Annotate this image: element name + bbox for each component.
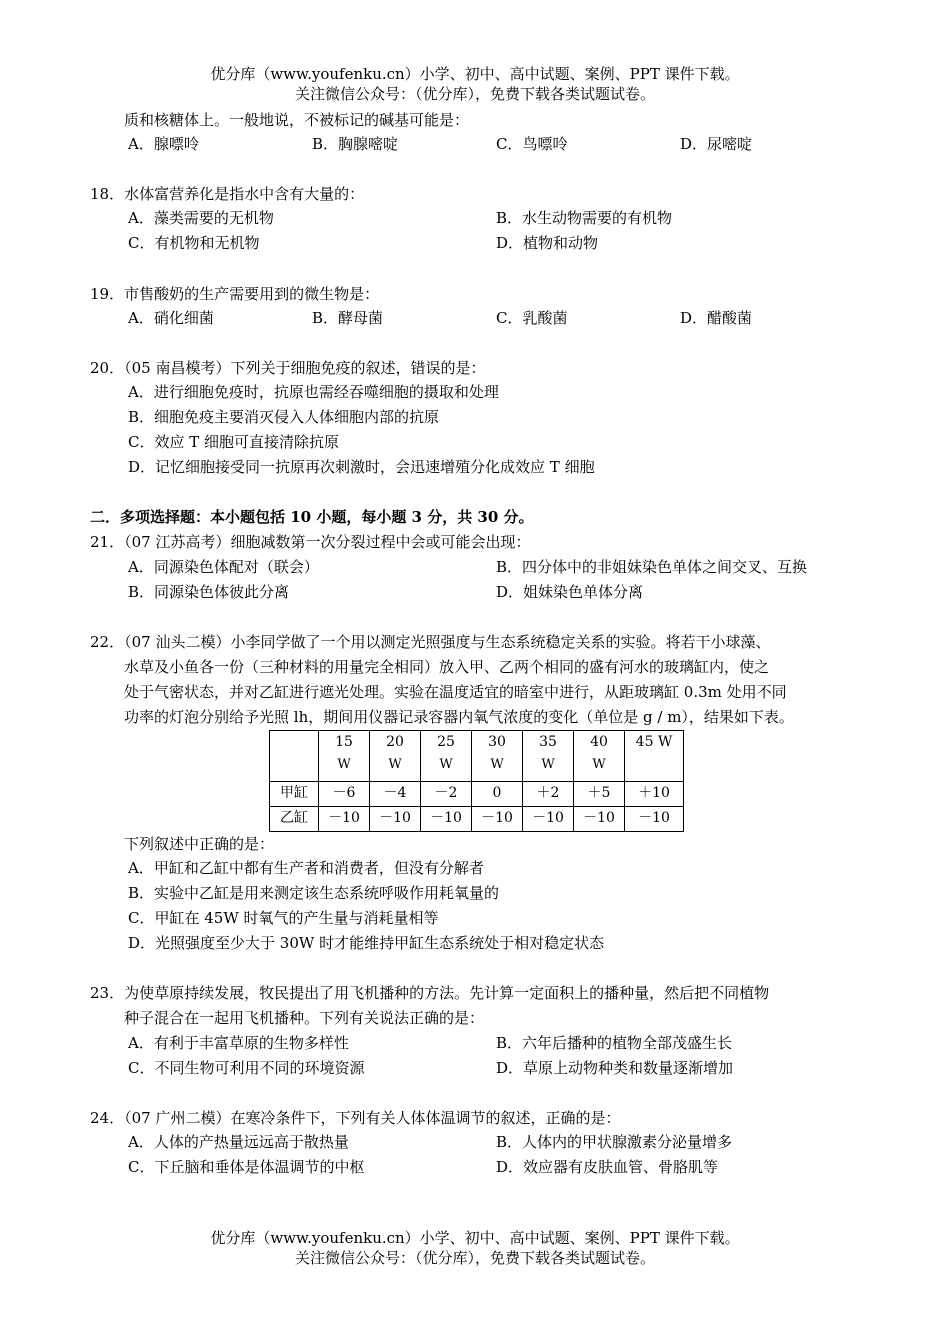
power-value: 20	[386, 734, 404, 750]
power-header-cell	[625, 731, 684, 782]
header-line-1: 优分库（www.youfenku.cn）小学、初中、高中试题、案例、PPT 课件下载。	[210, 65, 740, 83]
row-label: 甲缸	[270, 782, 319, 807]
table-cell: ＋10	[625, 782, 684, 807]
power-unit: W	[439, 757, 453, 772]
q18-option-d: D．植物和动物	[496, 234, 599, 252]
power-unit: W	[541, 757, 555, 772]
q24-option-c: C．下丘脑和垂体是体温调节的中枢	[128, 1158, 365, 1176]
power-value: 30	[488, 734, 506, 750]
table-cell: －10	[421, 807, 472, 832]
table-cell: －10	[523, 807, 574, 832]
q22-stem-line-4: 功率的灯泡分别给予光照 lh，期间用仪器记录容器内氧气浓度的变化（单位是 g / m），结果如下表。	[124, 708, 794, 726]
table-cell: －10	[574, 807, 625, 832]
power-value: 15	[335, 734, 353, 750]
footer-line-1: 优分库（www.youfenku.cn）小学、初中、高中试题、案例、PPT 课件下载。	[210, 1229, 740, 1247]
q21-option-a: A．同源染色体配对（联会）	[128, 558, 319, 576]
power-header-cell	[421, 731, 472, 782]
power-value: 25	[437, 734, 455, 750]
q22-stem-line-2: 水草及小鱼各一份（三种材料的用量完全相同）放入甲、乙两个相同的盛有河水的玻璃缸内，使之	[124, 658, 770, 676]
q22-option-c: C．甲缸在 45W 时氧气的产生量与消耗量相等	[128, 909, 439, 927]
q22-option-b: B．实验中乙缸是用来测定该生态系统呼吸作用耗氧量的	[128, 884, 500, 902]
table-cell: －4	[370, 782, 421, 807]
footer-line-2: 关注微信公众号：（优分库），免费下载各类试题试卷。	[294, 1249, 655, 1267]
q18-option-b: B．水生动物需要的有机物	[496, 209, 673, 227]
table-cell: ＋5	[574, 782, 625, 807]
q19-option-b: B．酵母菌	[312, 309, 384, 327]
q23-stem-line-1: 23．为使草原持续发展，牧民提出了用飞机播种的方法。先计算一定面积上的播种量，然后把不同植物	[90, 984, 770, 1002]
table-cell: －6	[319, 782, 370, 807]
table-corner-cell	[270, 731, 319, 782]
table-row-jia	[270, 782, 684, 807]
q20-stem: 20．（05 南昌模考）下列关于细胞免疫的叙述，错误的是：	[90, 359, 486, 377]
q21-option-b: B．四分体中的非姐妹染色单体之间交叉、互换	[496, 558, 808, 576]
q21-option-c: B．同源染色体彼此分离	[128, 583, 290, 601]
power-unit: W	[592, 757, 606, 772]
power-value: 35	[539, 734, 557, 750]
row-label: 乙缸	[270, 807, 319, 832]
q23-option-b: B．六年后播种的植物全部茂盛生长	[496, 1034, 733, 1052]
table-cell: ＋2	[523, 782, 574, 807]
power-header-cell	[370, 731, 421, 782]
table-row-yi	[270, 807, 684, 832]
q17-stem-continuation: 质和核糖体上。一般地说，不被标记的碱基可能是：	[124, 111, 470, 129]
q19-stem: 19．市售酸奶的生产需要用到的微生物是：	[90, 285, 380, 303]
q24-option-a: A．人体的产热量远远高于散热量	[128, 1133, 349, 1151]
power-unit: W	[490, 757, 504, 772]
table-cell: －10	[625, 807, 684, 832]
power-header-cell	[472, 731, 523, 782]
q19-option-d: D．醋酸菌	[680, 309, 753, 327]
q17-option-c: C．鸟嘌呤	[496, 135, 568, 153]
q18-stem: 18．水体富营养化是指水中含有大量的：	[90, 185, 365, 203]
table-cell: －10	[472, 807, 523, 832]
q21-option-d: D．姐妹染色单体分离	[496, 583, 644, 601]
q22-prompt: 下列叙述中正确的是：	[124, 835, 275, 853]
q17-option-a: A．腺嘌呤	[128, 135, 199, 153]
q23-stem-line-2: 种子混合在一起用飞机播种。下列有关说法正确的是：	[124, 1009, 485, 1027]
q22-stem-line-3: 处于气密状态，并对乙缸进行遮光处理。实验在温度适宜的暗室中进行，从距玻璃缸 0.3m 处用不同	[124, 683, 787, 701]
power-unit: W	[388, 757, 402, 772]
q24-option-b: B．人体内的甲状腺激素分泌量增多	[496, 1133, 733, 1151]
table-cell: －10	[370, 807, 421, 832]
table-header-row	[270, 731, 684, 782]
section-2-title: 二．多项选择题：本小题包括 10 小题，每小题 3 分，共 30 分。	[90, 508, 534, 526]
q24-stem: 24．（07 广州二模）在寒冷条件下，下列有关人体体温调节的叙述，正确的是：	[90, 1109, 621, 1127]
q18-option-c: C．有机物和无机物	[128, 234, 260, 252]
q18-option-a: A．藻类需要的无机物	[128, 209, 274, 227]
q19-option-c: C．乳酸菌	[496, 309, 568, 327]
power-value: 40	[590, 734, 608, 750]
q23-option-d: D．草原上动物种类和数量逐渐增加	[496, 1059, 734, 1077]
q22-option-a: A．甲缸和乙缸中都有生产者和消费者，但没有分解者	[128, 859, 484, 877]
oxygen-table	[269, 730, 684, 832]
q20-option-c: C．效应 T 细胞可直接清除抗原	[128, 433, 340, 451]
q22-stem-line-1: 22．（07 汕头二模）小李同学做了一个用以测定光照强度与生态系统稳定关系的实验。将若干小球藻、	[90, 633, 771, 651]
power-header-cell	[523, 731, 574, 782]
q24-option-d: D．效应器有皮肤血管、骨胳肌等	[496, 1158, 719, 1176]
q20-option-b: B．细胞免疫主要消灭侵入人体细胞内部的抗原	[128, 408, 440, 426]
header-line-2: 关注微信公众号：（优分库），免费下载各类试题试卷。	[294, 85, 655, 103]
table-cell: －2	[421, 782, 472, 807]
power-header-cell	[319, 731, 370, 782]
q23-option-a: A．有利于丰富草原的生物多样性	[128, 1034, 349, 1052]
q21-stem: 21．（07 江苏高考）细胞减数第一次分裂过程中会或可能会出现：	[90, 533, 531, 551]
power-unit: W	[657, 734, 673, 750]
power-value: 45	[635, 734, 654, 750]
q23-option-c: C．不同生物可利用不同的环境资源	[128, 1059, 365, 1077]
power-header-cell	[574, 731, 625, 782]
q19-option-a: A．硝化细菌	[128, 309, 214, 327]
table-cell: －10	[319, 807, 370, 832]
table-cell: 0	[472, 782, 523, 807]
power-unit: W	[337, 757, 351, 772]
q17-option-d: D．尿嘧啶	[680, 135, 753, 153]
q20-option-a: A．进行细胞免疫时，抗原也需经吞噬细胞的摄取和处理	[128, 383, 499, 401]
q22-option-d: D．光照强度至少大于 30W 时才能维持甲缸生态系统处于相对稳定状态	[128, 934, 605, 952]
q17-option-b: B．胸腺嘧啶	[312, 135, 399, 153]
q20-option-d: D．记忆细胞接受同一抗原再次刺激时，会迅速增殖分化成效应 T 细胞	[128, 458, 595, 476]
